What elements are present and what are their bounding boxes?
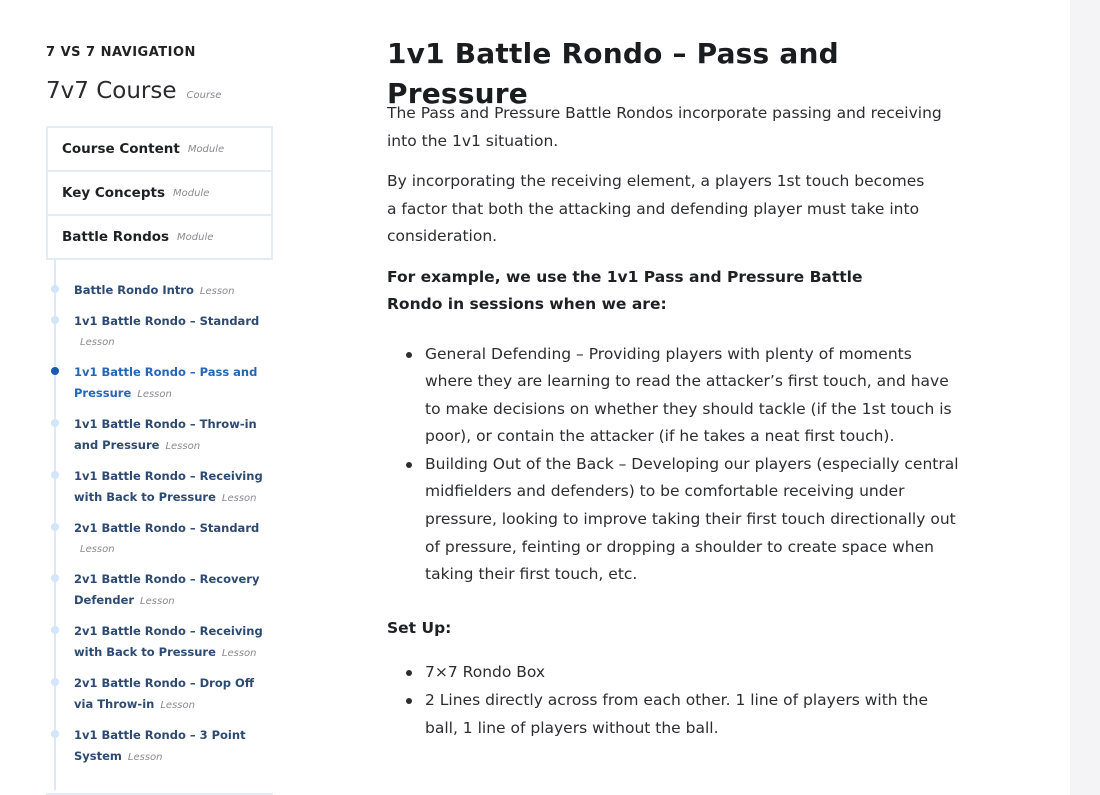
lesson-item[interactable] bbox=[46, 673, 274, 716]
lesson-item-active[interactable] bbox=[46, 362, 274, 405]
list-item bbox=[387, 451, 962, 589]
lesson-type-tag: Lesson bbox=[165, 441, 201, 452]
lesson-status-dot bbox=[51, 419, 59, 427]
module-list bbox=[46, 126, 274, 260]
module-course-content[interactable] bbox=[46, 126, 273, 172]
lesson-type-tag: Lesson bbox=[80, 337, 115, 348]
lesson-label: 2v1 Battle Rondo – Standard bbox=[74, 521, 260, 535]
lesson-type-tag: Lesson bbox=[221, 493, 257, 504]
lesson-label: Battle Rondo Intro bbox=[74, 283, 194, 297]
lesson-status-dot bbox=[51, 471, 59, 479]
lesson-title: 1v1 Battle Rondo – Pass and Pressure bbox=[387, 37, 839, 110]
module-type-tag: Module bbox=[187, 143, 225, 155]
lesson-status-dot bbox=[51, 285, 59, 293]
list-item bbox=[387, 341, 962, 451]
lesson-type-tag: Lesson bbox=[160, 700, 195, 711]
list-item-text: Building Out of the Back – Developing our players (especially central midfielders and defenders) to be comfortable receiving under pressure, looking to improve taking their first touch directionally out of pressure, feinting or dropping a shoulder to create space when taking their first touch, etc. bbox=[425, 454, 959, 584]
bullet-icon bbox=[406, 670, 412, 676]
lesson-status-dot bbox=[51, 626, 59, 634]
course-navigation-sidebar bbox=[46, 44, 274, 768]
navigation-heading: 7 VS 7 NAVIGATION bbox=[46, 45, 196, 60]
lesson-item[interactable] bbox=[46, 725, 274, 768]
lesson-type-tag: Lesson bbox=[221, 648, 257, 659]
bullet-icon bbox=[406, 462, 412, 468]
course-type-tag: Course bbox=[186, 90, 222, 101]
setup-heading: Set Up: bbox=[387, 618, 452, 637]
lesson-label: 2v1 Battle Rondo – Recovery Defender bbox=[74, 572, 260, 607]
setup-list bbox=[387, 659, 962, 742]
lesson-label: 2v1 Battle Rondo – Receiving with Back to Pressure bbox=[74, 624, 263, 659]
bullet-icon bbox=[406, 698, 412, 704]
scrollbar-gutter[interactable] bbox=[1070, 0, 1100, 795]
lesson-type-tag: Lesson bbox=[137, 389, 172, 400]
lesson-status-dot bbox=[51, 523, 59, 531]
module-battle-rondos[interactable] bbox=[46, 214, 273, 260]
intro-paragraph: The Pass and Pressure Battle Rondos incorporate passing and receiving into the 1v1 situation. bbox=[387, 104, 942, 150]
lesson-status-dot bbox=[51, 574, 59, 582]
lesson-status-dot bbox=[51, 730, 59, 738]
lesson-item[interactable] bbox=[46, 466, 274, 509]
lesson-label: 1v1 Battle Rondo – Throw-in and Pressure bbox=[74, 417, 257, 452]
example-heading: For example, we use the 1v1 Pass and Pressure Battle Rondo in sessions when we are: bbox=[387, 267, 863, 313]
lesson-item[interactable] bbox=[46, 414, 274, 457]
lesson-label: 1v1 Battle Rondo – 3 Point System bbox=[74, 728, 246, 763]
lesson-list bbox=[46, 260, 274, 768]
list-item-text: General Defending – Providing players with plenty of moments where they are learning to read the attacker’s first touch, and have to make decisions on whether they should tackle (if the 1st touch is poor), or contain the attacker (if he takes a neat first touch). bbox=[425, 344, 952, 446]
lesson-type-tag: Lesson bbox=[80, 544, 115, 555]
lesson-content bbox=[387, 34, 962, 742]
current-lesson-dot bbox=[51, 367, 59, 375]
module-label: Course Content bbox=[62, 141, 180, 157]
lesson-item[interactable] bbox=[46, 518, 274, 560]
module-label: Battle Rondos bbox=[62, 229, 170, 245]
bullet-icon bbox=[406, 352, 412, 358]
use-case-list bbox=[387, 341, 962, 589]
course-title-row bbox=[46, 78, 274, 108]
course-title[interactable]: 7v7 Course bbox=[46, 78, 177, 104]
lesson-item[interactable] bbox=[46, 280, 274, 302]
list-item-text: 7×7 Rondo Box bbox=[425, 663, 546, 682]
list-item bbox=[387, 687, 962, 742]
lesson-status-dot bbox=[51, 678, 59, 686]
lesson-label: 1v1 Battle Rondo – Receiving with Back to Pressure bbox=[74, 469, 263, 504]
lesson-label: 2v1 Battle Rondo – Drop Off via Throw-in bbox=[74, 676, 255, 711]
lesson-label: 1v1 Battle Rondo – Standard bbox=[74, 314, 260, 328]
module-type-tag: Module bbox=[172, 187, 210, 199]
list-item-text: 2 Lines directly across from each other. 1 line of players with the ball, 1 line of players without the ball. bbox=[425, 690, 928, 737]
lesson-item[interactable] bbox=[46, 621, 274, 664]
lesson-item[interactable] bbox=[46, 311, 274, 353]
lesson-type-tag: Lesson bbox=[127, 752, 163, 763]
module-key-concepts[interactable] bbox=[46, 170, 273, 216]
list-item bbox=[387, 659, 962, 687]
lesson-type-tag: Lesson bbox=[199, 286, 235, 297]
lesson-label: 1v1 Battle Rondo – Pass and Pressure bbox=[74, 365, 258, 400]
lesson-status-dot bbox=[51, 316, 59, 324]
module-label: Key Concepts bbox=[62, 185, 165, 201]
module-type-tag: Module bbox=[177, 231, 214, 243]
lesson-type-tag: Lesson bbox=[140, 596, 175, 607]
lesson-item[interactable] bbox=[46, 569, 274, 612]
receiving-paragraph: By incorporating the receiving element, a players 1st touch becomes a factor that both the attacking and defending player must take into consideration. bbox=[387, 172, 925, 245]
